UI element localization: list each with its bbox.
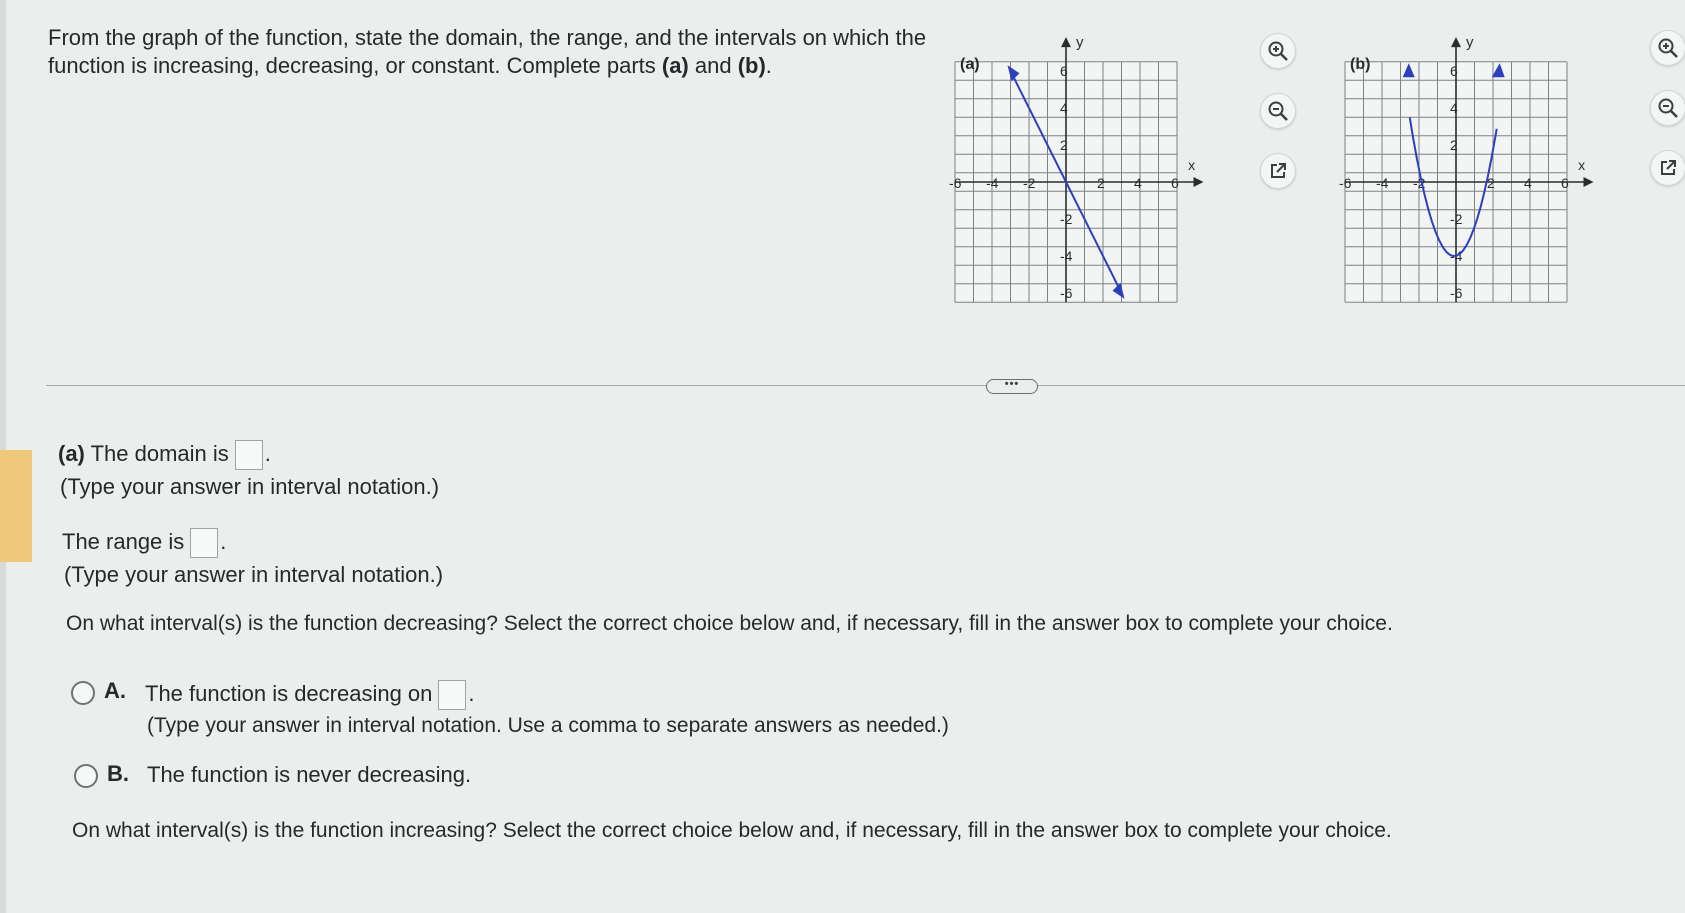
zoom-in-icon xyxy=(1266,39,1290,63)
zoom-out-icon xyxy=(1656,96,1680,120)
zoom-out-button-a[interactable] xyxy=(1260,93,1296,129)
increasing-question: On what interval(s) is the function increasing? Select the correct choice below and, if necessary, fill in the answer box to complete your choice. xyxy=(72,819,1392,842)
external-link-icon xyxy=(1266,159,1290,183)
choice-a-letter: A. xyxy=(104,678,126,703)
current-question-marker xyxy=(0,450,32,562)
y-tick-label: -6 xyxy=(1060,285,1073,301)
y-tick-label: 4 xyxy=(1060,100,1068,116)
y-tick-label: 2 xyxy=(1060,137,1068,153)
decreasing-question: On what interval(s) is the function decreasing? Select the correct choice below and, if necessary, fill in the answer box to complete your choice. xyxy=(66,612,1393,635)
y-tick-label: 4 xyxy=(1450,100,1458,116)
x-axis-arrow xyxy=(1194,177,1204,187)
zoom-in-button-b[interactable] xyxy=(1650,30,1685,66)
y-tick-label: -4 xyxy=(1060,248,1073,264)
expand-more-button[interactable]: ••• xyxy=(986,379,1038,394)
y-tick-label: -2 xyxy=(1060,211,1073,227)
x-tick-label: -6 xyxy=(949,175,962,191)
zoom-in-icon xyxy=(1656,36,1680,60)
x-tick-label: -4 xyxy=(1376,175,1389,191)
choice-a-radio[interactable] xyxy=(71,681,95,705)
range-hint: (Type your answer in interval notation.) xyxy=(64,562,444,587)
domain-answer-box[interactable] xyxy=(235,440,263,470)
y-axis-label: y xyxy=(1466,33,1474,51)
range-question: The range is . xyxy=(62,528,226,558)
range-answer-box[interactable] xyxy=(190,528,218,558)
y-tick-label: 6 xyxy=(1060,63,1068,79)
x-axis-label: x xyxy=(1188,157,1196,173)
x-tick-label: -4 xyxy=(986,175,999,191)
x-tick-label: 2 xyxy=(1097,175,1105,191)
y-tick-label: 2 xyxy=(1450,137,1458,153)
range-label: The range is xyxy=(62,529,185,554)
section-divider xyxy=(46,385,1685,386)
x-axis-label: x xyxy=(1578,157,1586,173)
x-axis-arrow xyxy=(1584,177,1594,187)
x-tick-label: 4 xyxy=(1524,175,1532,191)
x-tick-label: 4 xyxy=(1134,175,1142,191)
domain-label: The domain is xyxy=(90,441,229,466)
domain-question: (a) The domain is . xyxy=(58,440,271,470)
x-tick-label: 6 xyxy=(1171,175,1179,191)
y-axis-label: y xyxy=(1076,33,1084,51)
choice-a-text: The function is decreasing on . xyxy=(145,680,475,710)
x-tick-label: 6 xyxy=(1561,175,1569,191)
domain-hint: (Type your answer in interval notation.) xyxy=(60,474,440,499)
zoom-in-button-a[interactable] xyxy=(1260,33,1296,69)
choice-b-radio[interactable] xyxy=(74,764,98,788)
choice-b-text: The function is never decreasing. xyxy=(147,762,472,787)
y-tick-label: -2 xyxy=(1450,211,1463,227)
choice-b-letter: B. xyxy=(107,761,129,786)
y-tick-label: 6 xyxy=(1450,63,1458,79)
graph-label: (a) xyxy=(960,56,980,74)
zoom-out-button-b[interactable] xyxy=(1650,90,1685,126)
external-link-icon xyxy=(1656,156,1680,180)
graph-a xyxy=(949,32,1260,312)
x-tick-label: -6 xyxy=(1339,175,1352,191)
zoom-out-icon xyxy=(1266,99,1290,123)
y-tick-label: -4 xyxy=(1450,248,1463,264)
x-tick-label: -2 xyxy=(1413,175,1426,191)
graph-label: (b) xyxy=(1350,56,1371,74)
question-prompt: From the graph of the function, state the domain, the range, and the intervals on which the function is increasing, decreasing, or constant. Complete parts (a) and (b). xyxy=(48,25,927,78)
x-tick-label: 2 xyxy=(1487,175,1495,191)
decreasing-answer-box[interactable] xyxy=(438,680,466,710)
graph-b xyxy=(1339,32,1650,312)
y-axis-arrow xyxy=(1061,37,1071,47)
y-axis-arrow xyxy=(1451,37,1461,47)
open-new-window-button-b[interactable] xyxy=(1650,150,1685,186)
y-tick-label: -6 xyxy=(1450,285,1463,301)
open-new-window-button-a[interactable] xyxy=(1260,153,1296,189)
x-tick-label: -2 xyxy=(1023,175,1036,191)
choice-a-hint: (Type your answer in interval notation. Use a comma to separate answers as needed.) xyxy=(147,714,949,737)
part-a-label: (a) xyxy=(58,441,85,466)
